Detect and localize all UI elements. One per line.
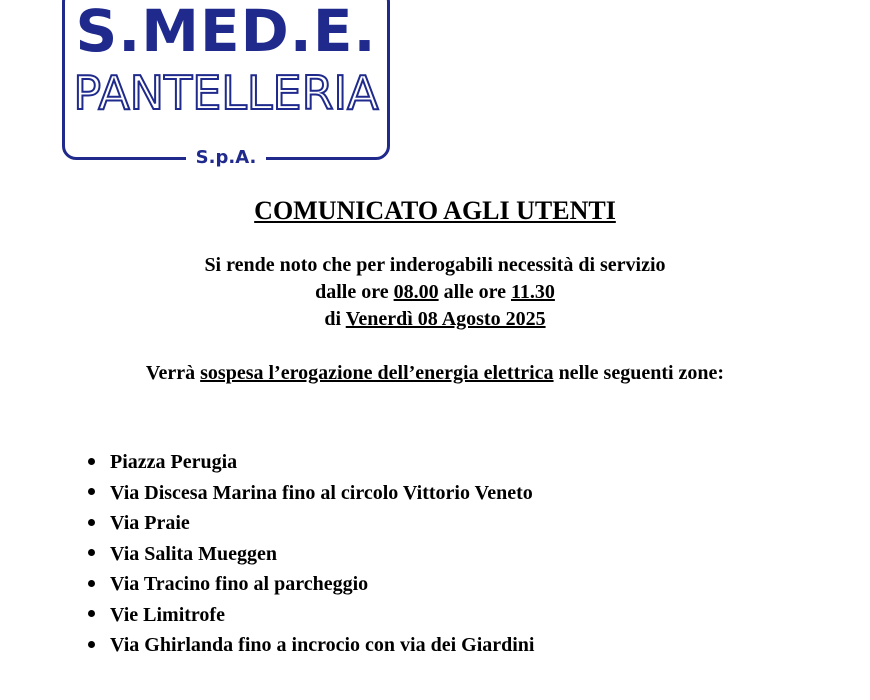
notice-intro (0, 252, 870, 333)
bullet-icon (88, 488, 95, 495)
intro-line-3 (0, 306, 870, 333)
intro-line-1: Si rende noto che per inderogabili necessità di servizio (204, 254, 666, 276)
list-item (88, 569, 534, 600)
list-item (88, 447, 534, 478)
intro-line-2 (0, 279, 870, 306)
outage-date: Venerdì 08 Agosto 2025 (345, 308, 546, 330)
street-name: Via Salita Mueggen (110, 542, 278, 565)
notice-title: COMUNICATO AGLI UTENTI (254, 196, 616, 225)
bullet-icon (88, 458, 95, 465)
line3-prefix: di (324, 308, 346, 330)
street-name: Via Praie (110, 512, 190, 534)
zones-prefix: Verrà (145, 362, 201, 384)
zones-suffix: nelle seguenti zone: (553, 362, 725, 384)
list-item (88, 630, 534, 661)
street-name: Via Tracino fino al parcheggio (110, 573, 369, 595)
list-item (88, 478, 534, 509)
company-logo (62, 0, 390, 168)
end-time: 11.30 (511, 281, 555, 303)
logo-place-name: PANTELLERIA (73, 66, 379, 120)
street-name: Vie Limitrofe (110, 603, 225, 626)
logo-suffix: S.p.A. (186, 146, 267, 170)
start-time: 08.00 (393, 281, 439, 303)
logo-company-name: S.MED.E. (75, 0, 377, 65)
bullet-icon (88, 519, 95, 526)
bullet-icon (88, 580, 95, 587)
line2-prefix: dalle ore (315, 281, 394, 303)
zones-heading (0, 362, 870, 385)
line2-middle: alle ore (438, 281, 511, 303)
list-item (88, 508, 534, 539)
bullet-icon (88, 641, 95, 648)
bullet-icon (88, 610, 95, 617)
zones-emphasis: sospesa l’erogazione dell’energia elettrica (200, 362, 554, 384)
list-item (88, 600, 534, 631)
bullet-icon (88, 549, 95, 556)
logo-suffix-wrap (62, 146, 390, 170)
street-name: Via Discesa Marina fino al circolo Vittorio Veneto (110, 481, 533, 504)
street-list (88, 447, 534, 661)
street-name: Piazza Perugia (110, 451, 238, 473)
street-name: Via Ghirlanda fino a incrocio con via dei Giardini (110, 634, 535, 656)
list-item (88, 539, 534, 570)
